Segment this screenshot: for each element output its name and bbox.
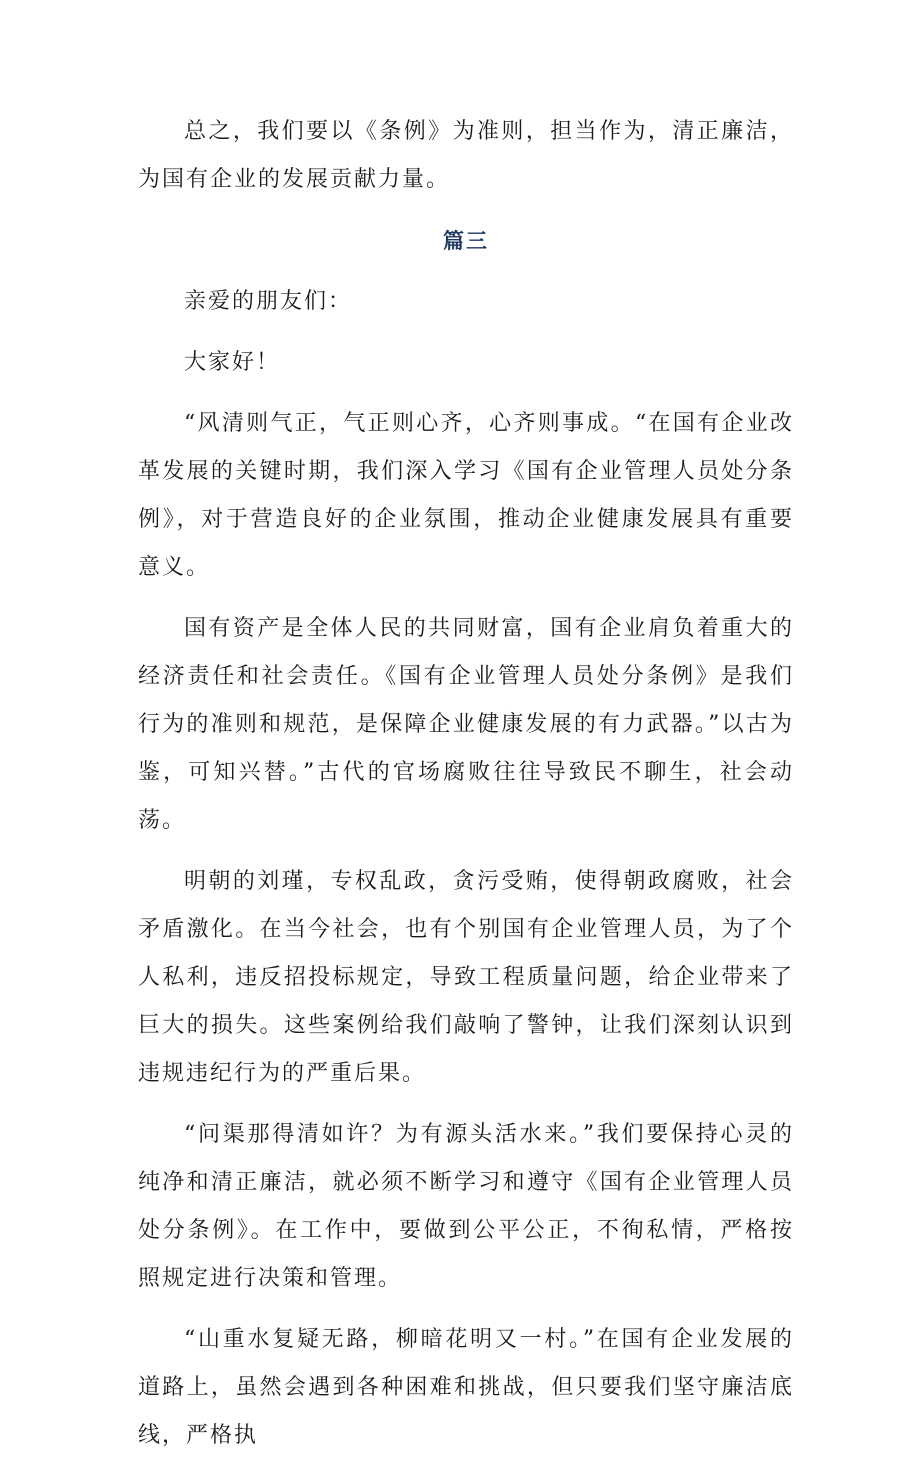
body-paragraph-4: “问渠那得清如许？为有源头活水来。”我们要保持心灵的纯净和清正廉洁，就必须不断学习和遵守《国有企业管理人员处分条例》。在工作中，要做到公平公正，不徇私情，严格按照规定进行决策和管理。 [138,1122,794,1291]
body-paragraph-5: “山重水复疑无路，柳暗花明又一村。”在国有企业发展的道路上，虽然会遇到各种困难和挑战，但只要我们坚守廉洁底线，严格执 [138,1327,794,1448]
document-body [138,108,794,1460]
greeting: 亲爱的朋友们： [184,289,353,314]
salutation: 大家好！ [184,350,281,375]
body-paragraph-1: “风清则气正，气正则心齐，心齐则事成。“在国有企业改革发展的关键时期，我们深入学习《国有企业管理人员处分条例》，对于营造良好的企业氛围，推动企业健康发展具有重要意义。 [138,411,794,580]
body-paragraph-3: 明朝的刘瑾，专权乱政，贪污受贿，使得朝政腐败，社会矛盾激化。在当今社会，也有个别国有企业管理人员，为了个人私利，违反招投标规定，导致工程质量问题，给企业带来了巨大的损失。这些案例给我们敲响了警钟，让我们深刻认识到违规违纪行为的严重后果。 [138,869,794,1086]
section-title: 篇三 [443,228,489,253]
body-paragraph-2: 国有资产是全体人民的共同财富，国有企业肩负着重大的经济责任和社会责任。《国有企业管理人员处分条例》是我们行为的准则和规范，是保障企业健康发展的有力武器。”以古为鉴，可知兴替。”古代的官场腐败往往导致民不聊生，社会动荡。 [138,616,794,833]
closing-paragraph: 总之，我们要以《条例》为准则，担当作为，清正廉洁，为国有企业的发展贡献力量。 [138,119,794,192]
